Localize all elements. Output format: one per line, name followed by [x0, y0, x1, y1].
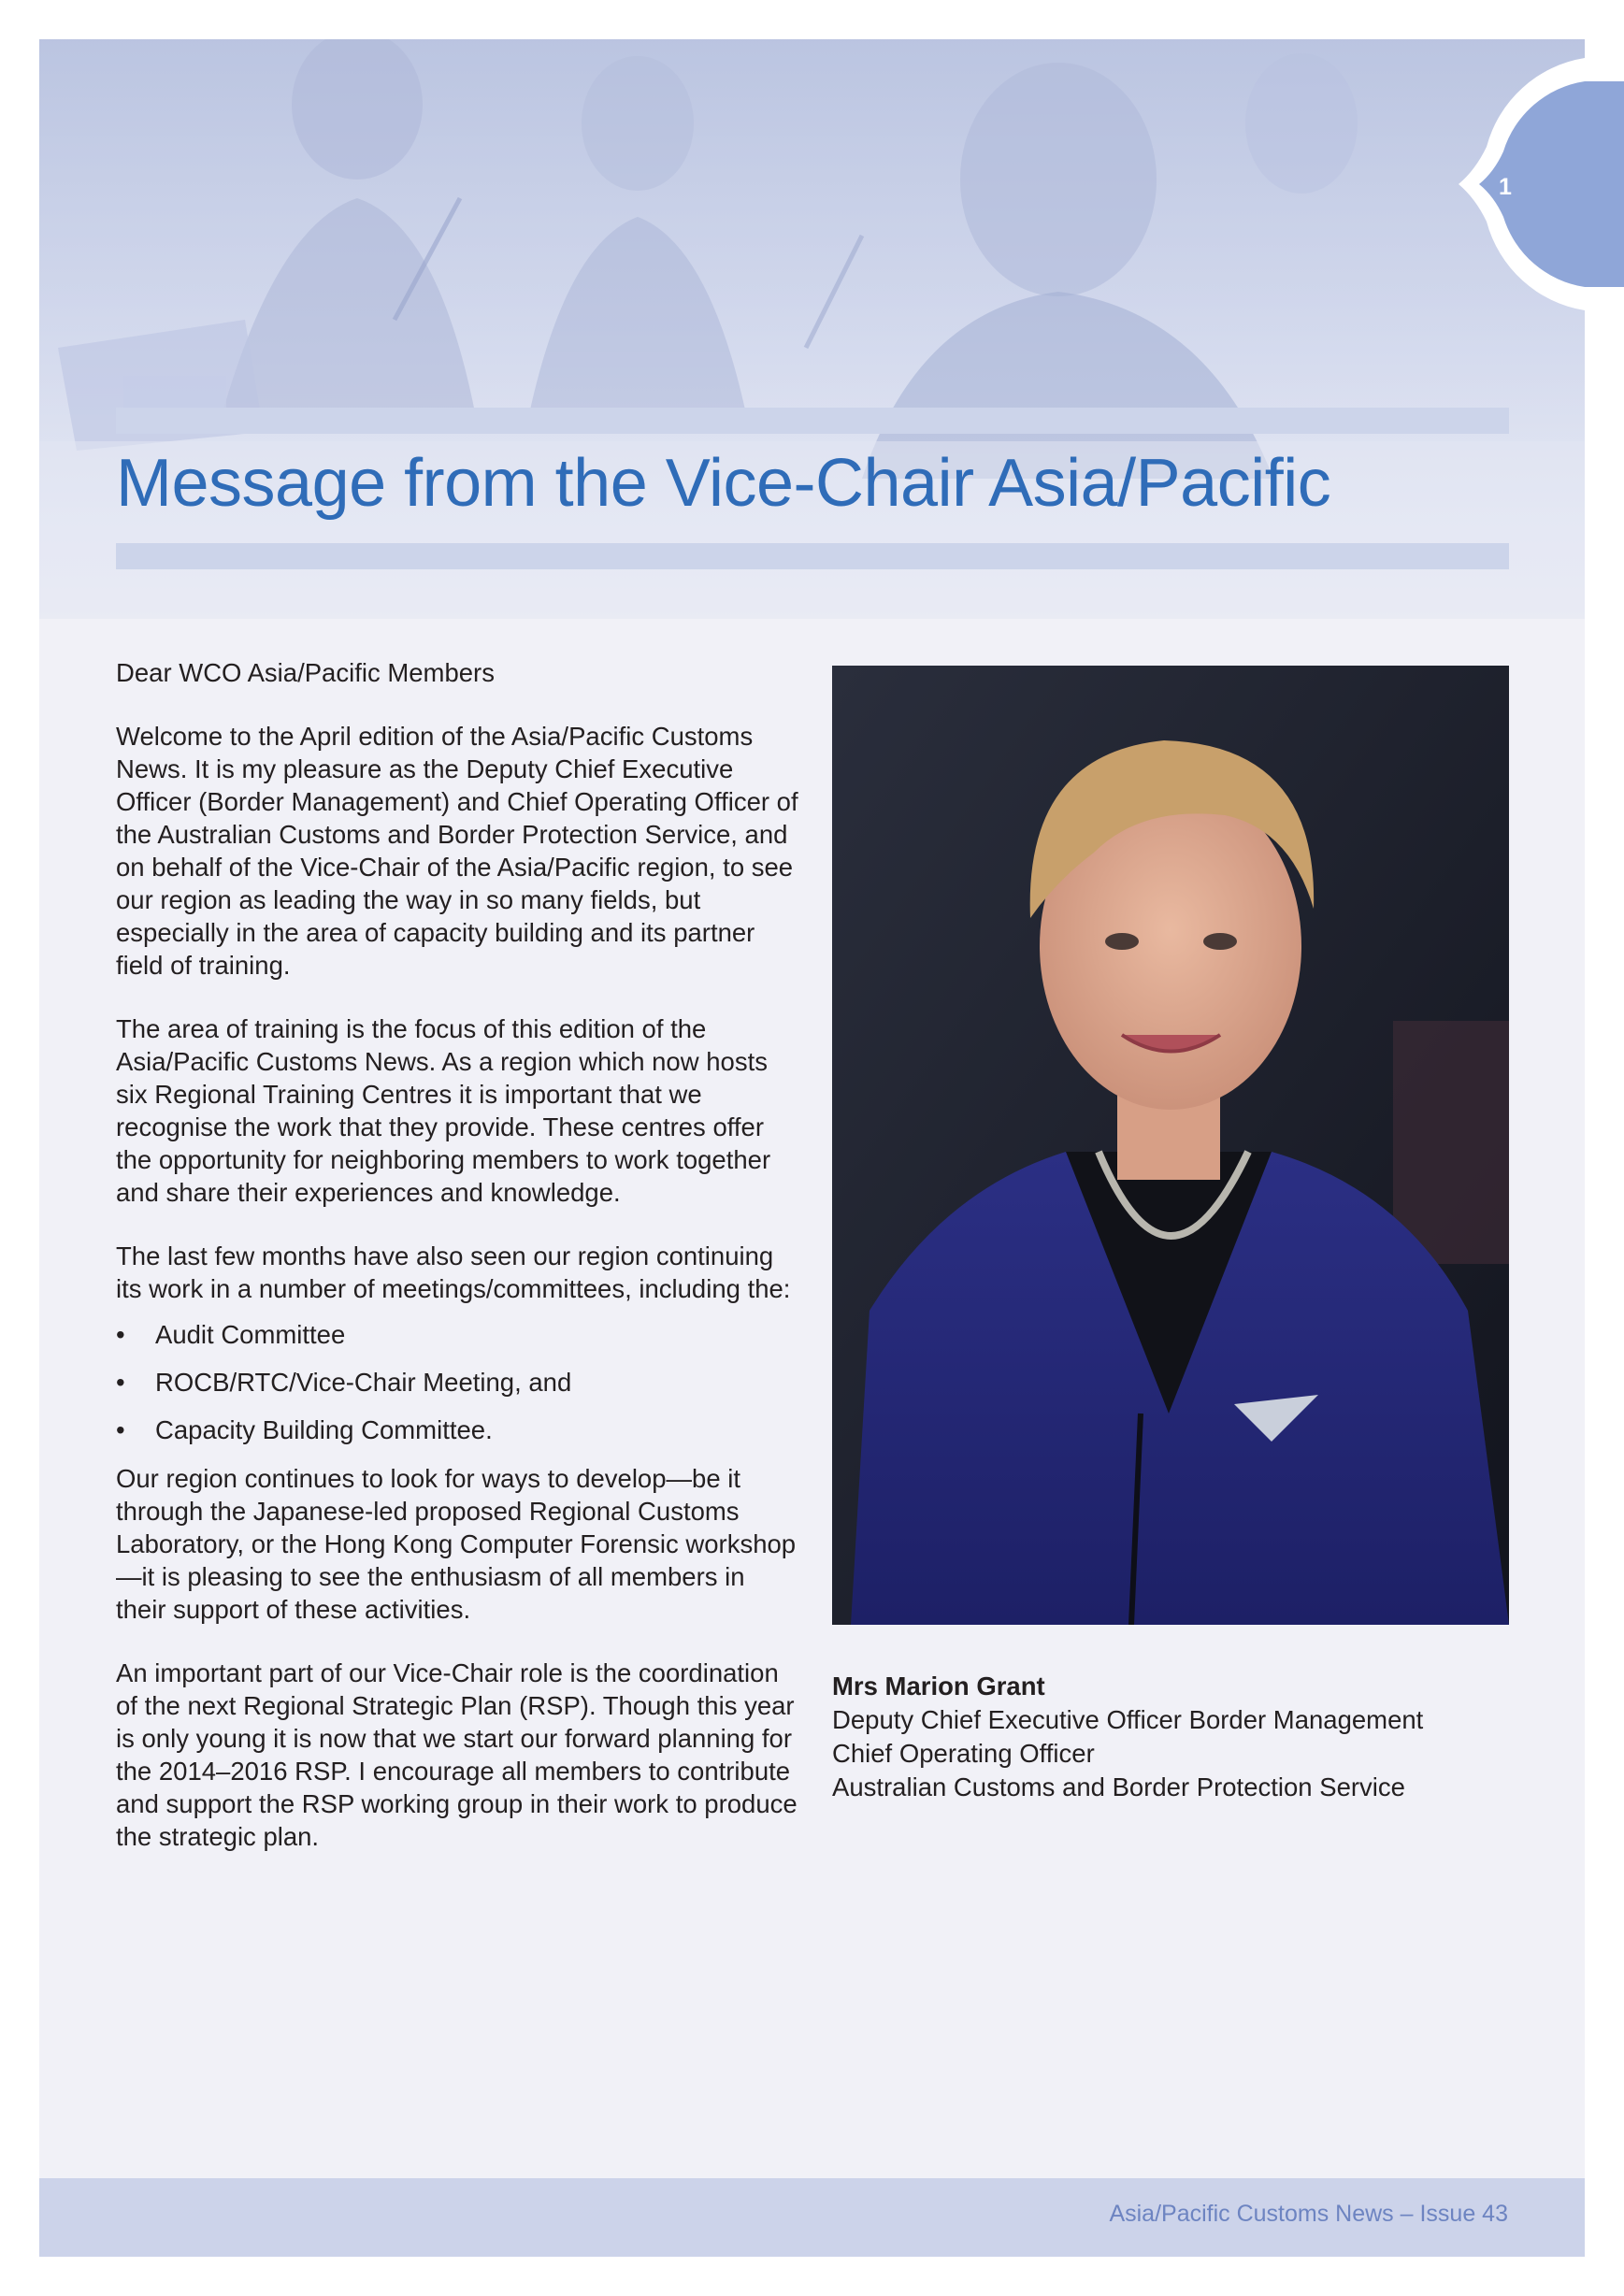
committee-list — [116, 1318, 798, 1446]
list-item: • Capacity Building Committee. — [116, 1413, 798, 1446]
paragraph-2: The area of training is the focus of this edition of the Asia/Pacific Customs News. As a region which now hosts six Regional Training Centres it is important that we recognise the work that they provide. These centres offer the opportunity for neighboring members to work together and share their experiences and knowledge. — [116, 1014, 771, 1207]
paragraph-1: Welcome to the April edition of the Asia/Pacific Customs News. It is my pleasure as the Deputy Chief Executive Officer (Border Management) and Chief Operating Officer of the Australian Customs and Border Protection Service, and on behalf of the Vice-Chair of the Asia/Pacific region, to see our region as leading the way in so many fields, but especially in the area of capacity building and its partner field of training. — [116, 722, 798, 980]
caption-line: Chief Operating Officer — [832, 1739, 1095, 1768]
list-item: • ROCB/RTC/Vice-Chair Meeting, and — [116, 1366, 798, 1399]
footer-band — [39, 2178, 1585, 2257]
letter-body — [116, 656, 798, 1884]
paragraph-4: Our region continues to look for ways to develop—be it through the Japanese-led proposed Regional Customs Laboratory, or the Hong Kong Computer Forensic workshop—it is pleasing to see the enthusiasm of all members in their support of these activities. — [116, 1464, 797, 1624]
caption-line: Deputy Chief Executive Officer Border Management — [832, 1705, 1424, 1734]
footer-publication-title: Asia/Pacific Customs News – Issue 43 — [1109, 2201, 1508, 2227]
portrait-photo — [832, 666, 1509, 1625]
paragraph-5: An important part of our Vice-Chair role is the coordination of the next Regional Strategic Plan (RSP). Though this year is only young it is now that we start our forward planning for the 2014–2016 RSP. I encourage all members to contribute and support the RSP working group in their work to produce the strategic plan. — [116, 1658, 798, 1851]
meeting-photo-illustration — [39, 39, 1585, 619]
caption-name: Mrs Marion Grant — [832, 1672, 1045, 1700]
title-bottom-rule — [116, 543, 1509, 569]
page — [39, 39, 1585, 2257]
list-item: • Audit Committee — [116, 1318, 798, 1351]
portrait-illustration — [832, 666, 1509, 1625]
page-number: 1 — [1499, 174, 1512, 200]
greeting: Dear WCO Asia/Pacific Members — [116, 658, 495, 687]
paragraph-3: The last few months have also seen our region continuing its work in a number of meetings/committees, including the: — [116, 1241, 791, 1303]
portrait-caption — [832, 1670, 1509, 1804]
header-banner-photo — [39, 39, 1585, 619]
caption-line: Australian Customs and Border Protection Service — [832, 1772, 1405, 1801]
page-title: Message from the Vice-Chair Asia/Pacific — [116, 446, 1331, 521]
title-top-rule — [116, 408, 1509, 434]
